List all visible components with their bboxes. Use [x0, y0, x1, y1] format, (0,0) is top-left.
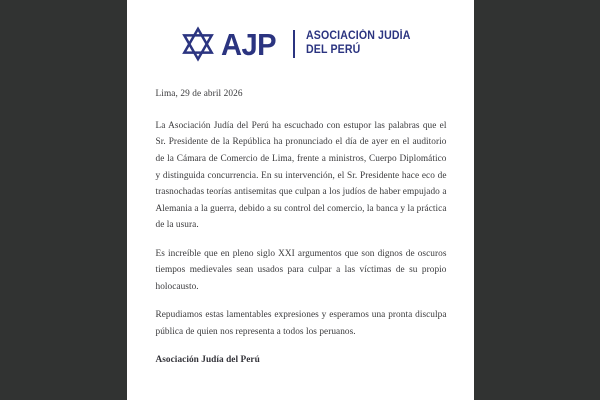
star-of-david-icon — [180, 26, 216, 62]
document-page — [127, 0, 474, 400]
brand-divider — [293, 30, 295, 58]
spacer-paragraph-2 — [156, 295, 447, 307]
brand-initials: AJP — [221, 26, 277, 62]
letter-paragraph-2: Es increíble que en pleno siglo XXI argumentos que son dignos de oscuros tiempos medievales sean usados para culpar a las víctimas de su propio holocausto. — [155, 248, 447, 292]
letterhead — [127, 0, 474, 66]
organization-name — [306, 30, 410, 57]
letter-paragraph-1: La Asociación Judía del Perú ha escuchado con estupor las palabras que el Sr. Presidente de la República ha pronunciado el día de ayer en el auditorio de la Cámara de Comercio de Lima, frente a ministros, Cuerpo Diplomático y distinguida concurrencia. En su intervención, el Sr. Presidente hace eco de trasnochadas teorías antisemitas que culpan a los judíos de haber empujado a Alemania a la guerra, debido a su control del comercio, la banca y la práctica de la usura. — [155, 120, 447, 231]
letter-signature: Asociación Judía del Perú — [155, 354, 260, 365]
letter-date: Lima, 29 de abril 2026 — [155, 89, 243, 99]
backdrop-right — [474, 0, 600, 400]
letter-paragraph-3: Repudiamos estas lamentables expresiones y esperamos una pronta disculpa pública de quien nos representa a todos los peruanos. — [155, 310, 447, 337]
spacer-paragraph-1 — [156, 234, 447, 246]
organization-name-line1: ASOCIACIÓN JUDÍA — [305, 30, 411, 43]
spacer-before-signature — [156, 341, 447, 353]
backdrop-left — [0, 0, 127, 400]
organization-name-line2: DEL PERÚ — [305, 44, 361, 56]
letter-body — [127, 88, 474, 367]
brand-logo — [180, 26, 280, 62]
spacer-after-date — [156, 102, 447, 118]
